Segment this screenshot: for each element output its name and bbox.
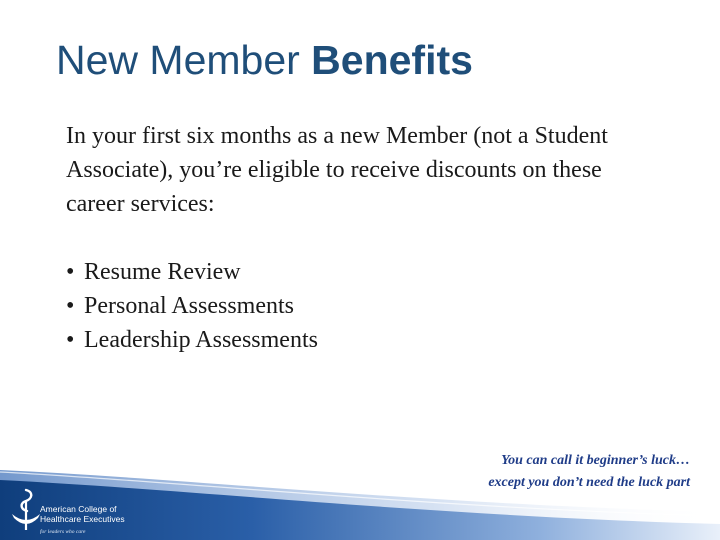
tagline-line-2: except you don’t need the luck part [488, 475, 690, 490]
bullet-text: Leadership Assessments [84, 327, 318, 353]
intro-text: In your first six months as a new Member (not a Student Associate), you’re eligible to receive discounts on these career services: [66, 123, 608, 217]
list-item [66, 255, 666, 289]
bullet-marker: • [66, 259, 75, 285]
page-title [56, 36, 473, 85]
logo-tagline: for leaders who care [40, 529, 86, 535]
list-item [66, 289, 666, 323]
title-regular: New Member [56, 37, 312, 83]
bullet-text: Resume Review [84, 259, 241, 285]
bullet-marker: • [66, 293, 75, 319]
logo-line-1: American College of [40, 504, 117, 514]
bullet-text: Personal Assessments [84, 293, 294, 319]
logo-wordmark [40, 504, 125, 524]
list-item [66, 323, 666, 357]
benefits-list [66, 255, 666, 357]
bullet-marker: • [66, 327, 75, 353]
logo-line-2: Healthcare Executives [40, 514, 125, 524]
slide-body [66, 119, 666, 357]
tagline-line-1: You can call it beginner’s luck… [501, 453, 690, 468]
title-bold: Benefits [311, 37, 473, 83]
